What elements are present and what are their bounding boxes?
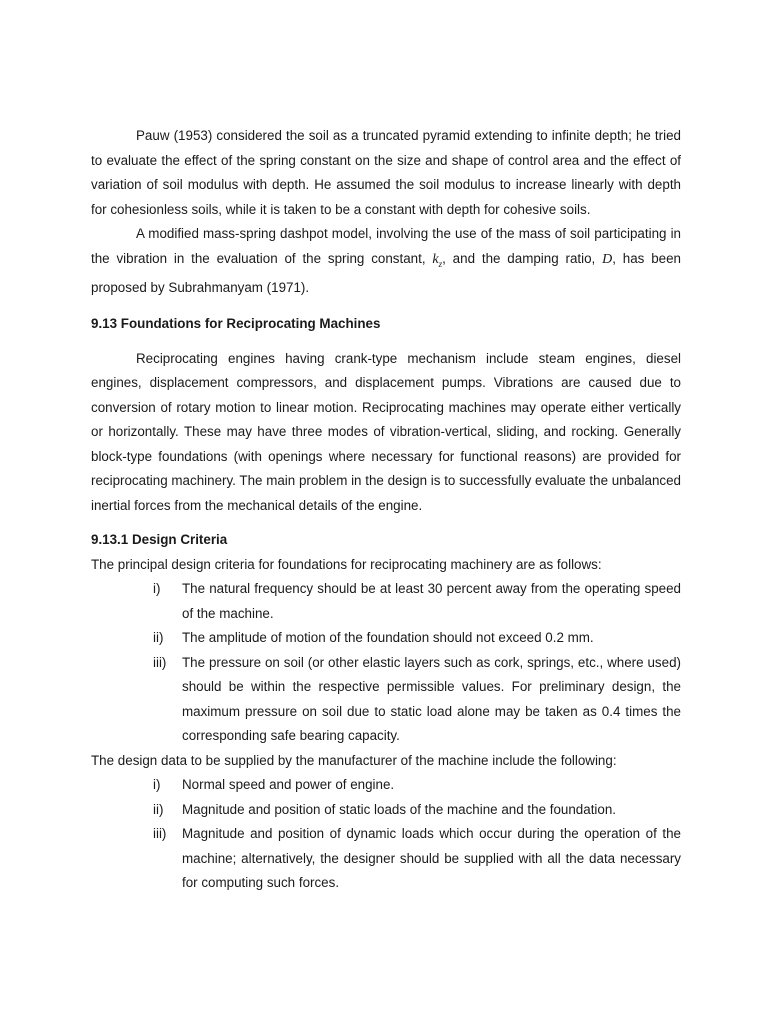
paragraph-mass-spring-model (91, 222, 681, 300)
list-item-text: Normal speed and power of engine. (182, 777, 395, 793)
model-text-1: A modified mass-spring dashpot model, involving the use of the mass of soil participating in the vibration in the evaluation of the spring constant, (91, 226, 681, 266)
list-item (153, 773, 681, 798)
list-item (153, 577, 681, 626)
subsection-heading: 9.13.1 Design Criteria (91, 532, 228, 548)
list-item-text: The natural frequency should be at least 30 percent away from the operating speed of the machine. (182, 581, 681, 621)
model-text-2: , and the damping ratio, (442, 250, 603, 266)
list-item (153, 798, 681, 823)
list-item-number: ii) (153, 801, 164, 817)
list-item-text: The amplitude of motion of the foundation should not exceed 0.2 mm. (182, 630, 594, 646)
list-item-number: iii) (153, 826, 167, 842)
list-item (153, 651, 681, 749)
design-data-intro: The design data to be supplied by the manufacturer of the machine include the following: (91, 752, 617, 768)
damping-ratio-symbol: D (602, 251, 613, 267)
list-item-number: ii) (153, 630, 164, 646)
list-item-text: Magnitude and position of dynamic loads which occur during the operation of the machine; alternatively, the designer should be supplied with all the data necessary for computing such forces. (182, 826, 681, 891)
list-item-text: Magnitude and position of static loads of the machine and the foundation. (182, 801, 617, 817)
paragraph-reciprocating: Reciprocating engines having crank-type mechanism include steam engines, diesel engines, displacement compressors, and displacement pumps. Vibrations are caused due to conversion of rotary motion to linear motion. Reciprocating machines may operate either vertically or horizontally. These may have three modes of vibration-vertical, sliding, and rocking. Generally block-type foundations (with openings where necessary for functional reasons) are provided for reciprocating machinery. The main problem in the design is to successfully evaluate the unbalanced inertial forces from the mechanical details of the engine. (91, 350, 681, 513)
spring-constant-subscript: z (438, 258, 443, 269)
list-item-text: The pressure on soil (or other elastic layers such as cork, springs, etc., where used) should be within the respective permissible values. For preliminary design, the maximum pressure on soil due to static load alone may be taken as 0.4 times the corresponding safe bearing capacity. (182, 654, 681, 744)
criteria-intro: The principal design criteria for foundations for reciprocating machinery are as follows: (91, 556, 602, 572)
criteria-list (91, 577, 681, 749)
spring-constant-k: k (432, 251, 439, 267)
spring-constant-symbol (432, 252, 442, 267)
list-item (153, 626, 681, 651)
section-heading: 9.13 Foundations for Reciprocating Machines (91, 316, 381, 332)
model-text-3: , has been proposed by Subrahmanyam (1971). (91, 250, 681, 295)
page-content (91, 124, 681, 896)
design-data-list (91, 773, 681, 896)
list-item-number: iii) (153, 654, 167, 670)
list-item-number: i) (153, 581, 161, 597)
list-item-number: i) (153, 777, 161, 793)
list-item (153, 822, 681, 896)
paragraph-pauw: Pauw (1953) considered the soil as a truncated pyramid extending to infinite depth; he tried to evaluate the effect of the spring constant on the size and shape of control area and the effect of variation of soil modulus with depth. He assumed the soil modulus to increase linearly with depth for cohesionless soils, while it is taken to be a constant with depth for cohesive soils. (91, 128, 681, 217)
